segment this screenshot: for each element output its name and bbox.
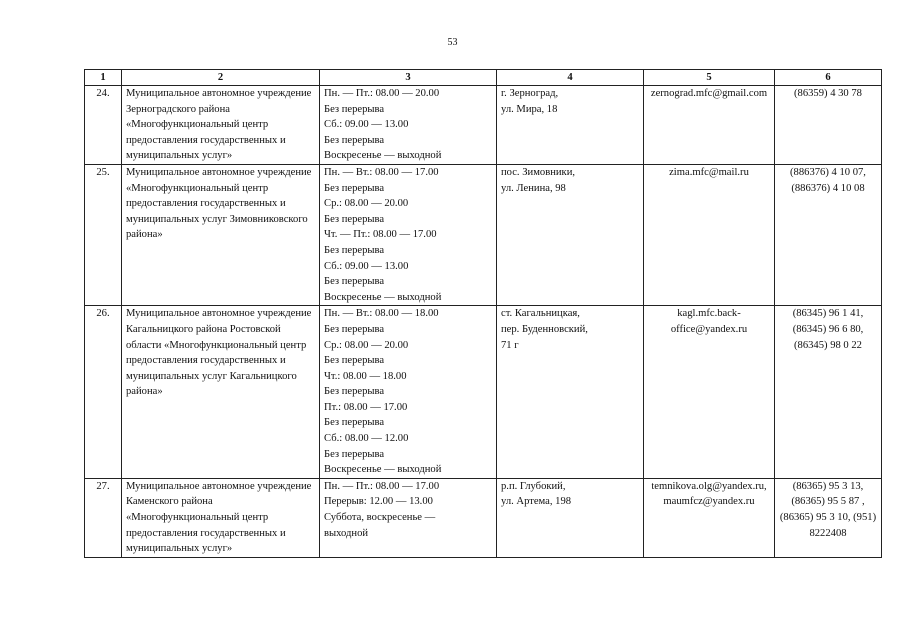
hours-line: Без перерыва	[324, 323, 385, 335]
hours-line: Ср.: 08.00 — 20.00	[324, 339, 409, 351]
email-text: zernograd.mfc@gmail.com	[650, 88, 768, 99]
hours-line: Без перерыва	[324, 134, 385, 146]
row-number: 24.	[85, 86, 122, 165]
hours-line: Пн. — Пт.: 08.00 — 17.00	[324, 480, 440, 492]
hours-line: выходной	[324, 527, 369, 539]
hours-line: Сб.: 09.00 — 13.00	[324, 119, 409, 131]
hours-line: Без перерыва	[324, 103, 385, 115]
address-line: 71 г	[501, 339, 519, 351]
hours-line: Воскресенье — выходной	[324, 291, 442, 303]
row-number: 27.	[85, 478, 122, 557]
hours-line: Без перерыва	[324, 276, 385, 288]
address	[497, 86, 644, 165]
email-text: temnikova.olg@yandex.ru, maumfcz@yandex.ru	[651, 480, 767, 508]
hours-line: Без перерыва	[324, 213, 385, 225]
hours-line: Пн. — Вт.: 08.00 — 18.00	[324, 308, 439, 320]
hours-line: Сб.: 09.00 — 13.00	[324, 260, 409, 272]
address-line: пер. Буденновский,	[501, 323, 588, 335]
institutions-table	[84, 69, 882, 558]
table-row	[85, 306, 882, 479]
address	[497, 306, 644, 479]
address-line: пос. Зимовники,	[501, 166, 576, 178]
phone: (86359) 4 30 78	[775, 86, 882, 165]
phone: (886376) 4 10 07, (886376) 4 10 08	[775, 164, 882, 305]
column-header: 3	[320, 70, 497, 86]
hours-line: Без перерыва	[324, 355, 385, 367]
institution-name: Муниципальное автономное учреждение «Многофункциональный центр предоставления государственных и муниципальных услуг Зимовниковского района»	[122, 164, 320, 305]
working-hours	[320, 478, 497, 557]
email	[644, 164, 775, 305]
column-header: 1	[85, 70, 122, 86]
email	[644, 478, 775, 557]
hours-line: Перерыв: 12.00 — 13.00	[324, 496, 433, 508]
hours-line: Без перерыва	[324, 448, 385, 460]
email-text: kagl.mfc.back-office@yandex.ru	[670, 308, 748, 335]
address-line: р.п. Глубокий,	[501, 480, 566, 492]
hours-line: Чт.: 08.00 — 18.00	[324, 370, 407, 382]
hours-line: Воскресенье — выходной	[324, 150, 442, 162]
hours-line: Чт. — Пт.: 08.00 — 17.00	[324, 229, 437, 241]
phone: (86345) 96 1 41, (86345) 96 6 80, (86345) 98 0 22	[775, 306, 882, 479]
table-row	[85, 164, 882, 305]
address	[497, 478, 644, 557]
hours-line: Ср.: 08.00 — 20.00	[324, 198, 409, 210]
page-number: 53	[447, 37, 458, 48]
address	[497, 164, 644, 305]
hours-line: Пн. — Пт.: 08.00 — 20.00	[324, 88, 440, 99]
hours-line: Без перерыва	[324, 386, 385, 398]
email-text: zima.mfc@mail.ru	[669, 166, 749, 178]
address-line: ст. Кагальницкая,	[501, 308, 580, 320]
working-hours	[320, 86, 497, 165]
hours-line: Пн. — Вт.: 08.00 — 17.00	[324, 166, 439, 178]
table-row	[85, 86, 882, 165]
hours-line: Суббота, воскресенье —	[324, 512, 436, 524]
address-line: г. Зерноград,	[501, 88, 559, 99]
table-header-row	[85, 70, 882, 86]
hours-line: Без перерыва	[324, 417, 385, 429]
hours-line: Пт.: 08.00 — 17.00	[324, 401, 408, 413]
column-header: 6	[775, 70, 882, 86]
address-line: ул. Ленина, 98	[501, 182, 566, 194]
institution-name: Муниципальное автономное учреждение Кагальницкого района Ростовской области «Многофункциональный центр предоставления государственных и муниципальных услуг Кагальницкого района»	[122, 306, 320, 479]
hours-line: Без перерыва	[324, 182, 385, 194]
hours-line: Без перерыва	[324, 244, 385, 256]
hours-line: Сб.: 08.00 — 12.00	[324, 433, 409, 445]
column-header: 4	[497, 70, 644, 86]
hours-line: Воскресенье — выходной	[324, 464, 442, 476]
institution-name: Муниципальное автономное учреждение Каменского района «Многофункциональный центр предоставления государственных и муниципальных услуг»	[122, 478, 320, 557]
column-header: 5	[644, 70, 775, 86]
address-line: ул. Мира, 18	[501, 103, 558, 115]
institution-name: Муниципальное автономное учреждение Зерноградского района «Многофункциональный центр предоставления государственных и муниципальных услуг»	[122, 86, 320, 165]
address-line: ул. Артема, 198	[501, 496, 572, 508]
working-hours	[320, 164, 497, 305]
column-header: 2	[122, 70, 320, 86]
row-number: 25.	[85, 164, 122, 305]
phone: (86365) 95 3 13, (86365) 95 5 87 , (86365) 95 3 10, (951) 8222408	[775, 478, 882, 557]
row-number: 26.	[85, 306, 122, 479]
working-hours	[320, 306, 497, 479]
email	[644, 86, 775, 165]
table-row	[85, 478, 882, 557]
email	[644, 306, 775, 479]
